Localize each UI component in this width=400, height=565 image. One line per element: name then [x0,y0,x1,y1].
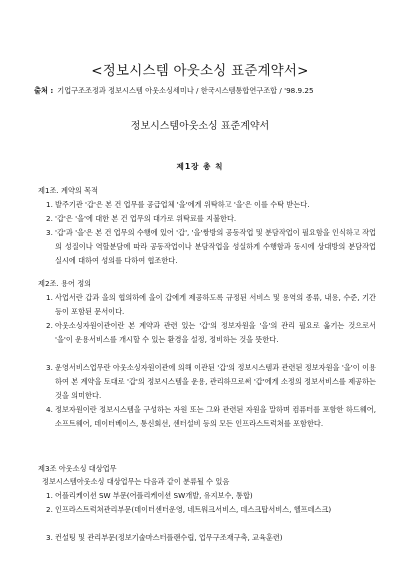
item-number: 3. [46,228,53,237]
source-label: 출처 : [34,86,54,95]
item-number: 3. [46,363,53,372]
item-text: '갑'은 '을'에 대한 본 건 업무의 대가로 위탁료를 지불한다. [55,214,237,223]
article-3-item-2 [46,503,376,517]
article-1-item-1 [46,198,376,212]
item-number: 4. [46,405,53,414]
source-text: 기업구조조정과 정보시스템 아웃소싱세미나 / 한국시스템통합연구조합 / '98.9.25 [57,86,314,95]
article-3-title: 제3조 아웃소싱 대상업무 [38,464,117,473]
article-2-item-2 [46,319,376,347]
article-3-item-3 [46,531,376,545]
chapter-heading: 제1장 총 칙 [176,162,224,171]
article-1-item-3 [46,226,376,268]
item-number: 3. [46,533,53,542]
item-text: 인프라스트럭쳐관리부문(데이터센터운영, 네트워크서비스, 데스크탑서비스, 헬프데스크) [55,505,332,514]
article-1-item-2 [46,212,376,226]
item-text: 정보자원이란 정보시스템을 구성하는 자원 또는 그와 관련된 자원을 말하며 컴퓨터를 포함한 하드웨어, 소프트웨어, 데이터베이스, 통신회선, 센터설비 등의 모든 인프라스트럭쳐를 포함한다. [55,405,376,428]
item-text: 운영서비스업무란 아웃소싱자원이관에 의해 이관된 '갑'의 정보시스템과 관련된 정보자원을 '을'이 이용하여 본 계약을 토대로 '갑'의 정보시스템을 운용, 관리하므로써 '갑'에게 소정의 정보서비스를 제공하는 것을 의미한다. [55,363,376,400]
item-text: 사업서란 갑과 을의 협의하에 을이 갑에게 제공하도록 규정된 서비스 및 용역의 종류, 내용, 수준, 기간 등이 포함된 문서이다. [55,293,376,316]
document-title: <정보시스템 아웃소싱 표준계약서> [91,63,309,79]
contract-subtitle: 정보시스템아웃소싱 표준계약서 [130,121,270,132]
item-text: 아웃소싱자원이관이란 본 계약과 관련 있는 '갑'의 정보자원을 '을'의 관리 필요로 옮기는 것으로서 '을'이 운용서비스를 개시할 수 있는 환경을 설정, 정비하는 것을 뜻한다. [55,321,376,344]
article-3-item-1 [46,489,376,503]
item-text: 어플리케이션 SW 부문(어플리케이션 SW개발, 유지보수, 통합) [55,491,253,500]
source-line [34,86,390,96]
item-number: 2. [46,321,53,330]
article-1-title: 제1조. 계약의 목적 [38,186,99,195]
item-text: 컨설팅 및 관리부문(정보기술마스터플랜수립, 업무구조재구축, 교육훈련) [55,533,283,542]
item-number: 1. [46,293,53,302]
item-number: 2. [46,214,53,223]
article-2-item-4 [46,403,376,431]
item-number: 1. [46,491,53,500]
article-3-intro: 정보시스템아웃소싱 대상업무는 다음과 같이 분류될 수 있음 [42,477,230,486]
item-text: 발주기관 '갑'은 본 건 업무를 공급업체 '을'에게 위탁하고 '을'은 이를 수탁 받는다. [55,200,310,209]
article-2-title: 제2조. 용어 정의 [38,279,92,288]
article-2-item-1 [46,291,376,319]
item-text: '갑'과 '을'은 본 건 업무의 수행에 있어 '갑', '을'쌍방의 공동작업 및 분담작업이 필요함을 인식하고 작업의 성질이나 역할분담에 따라 공동작업이나 분담작업을 성실하게 수행함과 동시에 상대방의 분담작업실시에 대하여 성의를 다하여 협조한다. [55,228,376,265]
item-number: 2. [46,505,53,514]
item-number: 1. [46,200,53,209]
article-2-item-3 [46,361,376,403]
